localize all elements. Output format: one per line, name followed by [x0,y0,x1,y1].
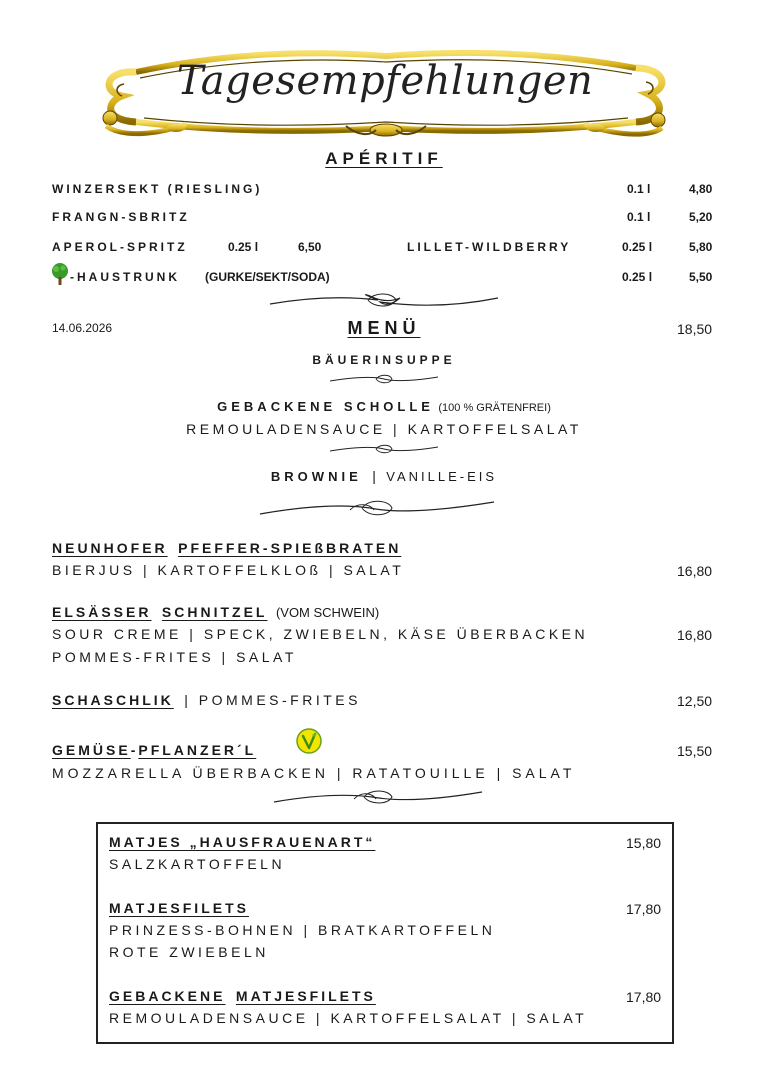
aperitif-row-4-note: (GURKE/SEKT/SODA) [205,270,330,284]
aperitif-row-4-name: -HAUSTRUNK [70,270,180,284]
menu-course-2-line [0,398,768,416]
box-item-3-word-2: MATJESFILETS [235,988,376,1004]
dish-3-word-1: SCHASCHLIK [52,692,174,708]
dish-1-word-2: PFEFFER-SPIEßBRATEN [178,540,402,556]
aperitif-row-2-price: 5,20 [689,210,713,224]
aperitif-row-2-name: FRANGN-SBRITZ [52,210,190,224]
menu-course-2-note: (100 % GRÄTENFREI) [438,402,551,414]
box-item-1-title: MATJES „HAUSFRAUENART“ [109,834,376,850]
menu-heading: MENÜ [347,318,421,338]
aperitif-row-3-price-2: 5,80 [689,240,713,254]
dish-3-line [52,692,361,710]
dish-2-description-2: POMMES-FRITES | SALAT [52,649,297,665]
menu-price: 18,50 [677,321,713,337]
dish-2-word-2: SCHNITZEL [161,604,268,620]
flourish-divider-2 [258,496,496,522]
aperitif-row-4-size: 0.25 l [622,270,653,284]
aperitif-row-2-size: 0.1 l [627,210,651,224]
menu-course-3-title: BROWNIE [270,469,362,484]
dish-2-title [52,604,379,622]
dish-1-price: 16,80 [677,563,713,579]
flourish-divider [268,290,500,312]
small-flourish-2 [328,442,440,456]
dish-4-title [52,742,256,760]
flourish-divider-3 [272,786,484,810]
box-item-3-price: 17,80 [626,989,662,1005]
dish-4-description: MOZZARELLA ÜBERBACKEN | RATATOUILLE | SALAT [52,765,576,781]
dish-4-price: 15,50 [677,743,713,759]
menu-course-2-title: GEBACKENE SCHOLLE [217,399,434,414]
box-item-2-description-1: PRINZESS-BOHNEN | BRATKARTOFFELN [109,922,496,938]
menu-course-3-line [0,468,768,486]
dish-2-price: 16,80 [677,627,713,643]
box-item-2-description-2: ROTE ZWIEBELN [109,944,269,960]
aperitif-row-1-price: 4,80 [689,182,713,196]
aperitif-row-3-size-2: 0.25 l [622,240,653,254]
aperitif-row-3-name: APEROL-SPRITZ [52,240,188,254]
box-item-3-title [109,988,376,1006]
box-item-2-title: MATJESFILETS [109,900,249,916]
small-flourish-1 [328,372,440,386]
dish-4-word-2: PFLANZER´L [138,742,257,758]
dish-4-word-1: GEMÜSE [52,742,131,758]
dish-2-description-1: SOUR CREME | SPECK, ZWIEBELN, KÄSE ÜBERBACKEN [52,626,589,642]
tree-icon [50,262,70,286]
menu-date: 14.06.2026 [52,321,113,335]
dish-1-title [52,540,401,558]
dish-1-word-1: NEUNHOFER [52,540,168,556]
dish-1-description: BIERJUS | KARTOFFELKLOß | SALAT [52,562,405,578]
dish-4-dash: - [130,742,139,758]
box-item-3-description: REMOULADENSAUCE | KARTOFFELSALAT | SALAT [109,1010,588,1026]
title-banner [96,40,674,140]
aperitif-heading: APÉRITIF [325,149,443,168]
dish-2-note: (VOM SCHWEIN) [275,605,380,620]
box-item-1-description: SALZKARTOFFELN [109,856,286,872]
dish-3-rest: | POMMES-FRITES [184,692,361,708]
menu-course-1: BÄUERINSUPPE [312,353,456,367]
vegetarian-icon [296,728,322,754]
menu-course-3-sub: VANILLE-EIS [386,469,498,484]
banner-title: Tagesempfehlungen [176,58,594,104]
aperitif-row-1-size: 0.1 l [627,182,651,196]
aperitif-row-3-name-2: LILLET-WILDBERRY [407,240,572,254]
dish-3-price: 12,50 [677,693,713,709]
aperitif-row-4-price: 5,50 [689,270,713,284]
box-item-2-price: 17,80 [626,901,662,917]
aperitif-row-3-size: 0.25 l [228,240,259,254]
box-item-1-price: 15,80 [626,835,662,851]
dish-2-word-1: ELSÄSSER [52,604,152,620]
menu-course-2-sub: REMOULADENSAUCE | KARTOFFELSALAT [186,421,582,437]
box-item-3-word-1: GEBACKENE [109,988,226,1004]
aperitif-row-1-name: WINZERSEKT (RIESLING) [52,182,263,196]
aperitif-row-3-price: 6,50 [298,240,322,254]
menu-course-3-sep: | [372,468,376,484]
matjes-specials-box [96,822,674,1044]
